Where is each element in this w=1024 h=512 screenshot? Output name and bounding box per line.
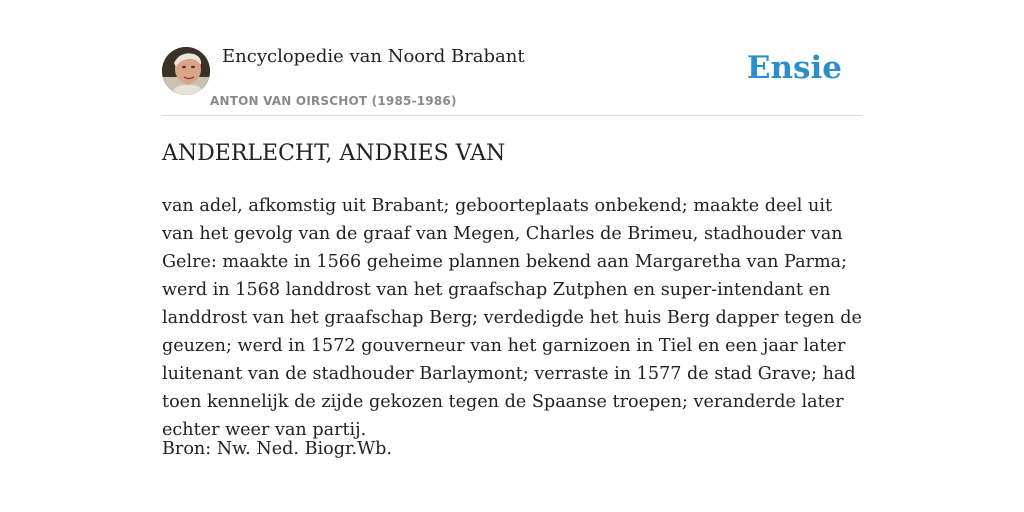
author-name[interactable]: ANTON VAN OIRSCHOT (1985-1986) (210, 94, 457, 108)
author-avatar[interactable] (162, 47, 210, 95)
entry-body: van adel, afkomstig uit Brabant; geboorteplaats onbekend; maakte deel uit van het gevolg van de graaf van Megen, Charles de Brimeu, stadhouder van Gelre: maakte in 1566 geheime plannen bekend aan Margaretha van Parma; werd in 1568 landdrost van het graafschap Zutphen en super-intendant en landdrost van het graafschap Berg; verdedigde het huis Berg dapper tegen de geuzen; werd in 1572 gouverneur van het garnizoen in Tiel en een jaar later luitenant van de stadhouder Barlaymont; verraste in 1577 de stad Grave; had toen kennelijk de zijde gekozen tegen de Spaanse troepen; veranderde later echter weer van partij. (162, 196, 862, 440)
article-page (162, 0, 862, 459)
ensie-logo[interactable]: Ensie (746, 50, 842, 86)
entry-title: ANDERLECHT, ANDRIES VAN (162, 141, 506, 166)
entry-source: Bron: Nw. Ned. Biogr.Wb. (162, 439, 393, 459)
portrait-icon (162, 47, 210, 95)
site-title[interactable]: Encyclopedie van Noord Brabant (222, 46, 525, 67)
page-header (162, 0, 862, 116)
